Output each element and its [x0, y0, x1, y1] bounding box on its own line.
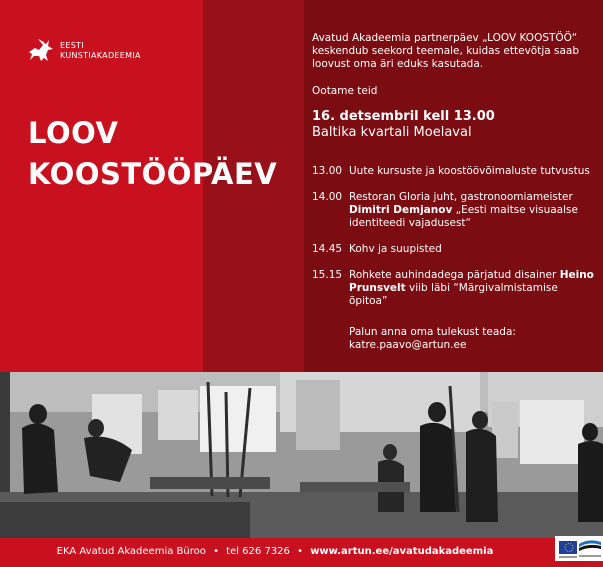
title-line-2: KOOSTÖÖPÄEV [28, 157, 278, 191]
title-line-1: LOOV [28, 116, 119, 150]
rsvp-email[interactable]: katre.paavo@artun.ee [349, 339, 467, 351]
academy-name [60, 41, 141, 61]
event-place: Baltika kvartali Moelaval [312, 125, 472, 140]
schedule-item [312, 243, 597, 256]
footer-separator: • [213, 546, 219, 557]
estonian-flag-icon [577, 536, 603, 561]
logo-line-2: KUNSTIAKADEEMIA [60, 51, 141, 60]
event-title [28, 113, 277, 195]
workshop-photo-image [0, 372, 603, 538]
schedule-description: Restoran Gloria juht, gastronoomiameister Dimitri Demjanov „Eesti maitse visuaalse identiteedi vajadusest“ [349, 191, 578, 229]
speaker-name: Dimitri Demjanov [349, 204, 453, 216]
rsvp-text: Palun anna oma tulekust teada: [349, 326, 516, 338]
schedule-description: Kohv ja suupisted [349, 243, 442, 255]
schedule-time: 14.00 [312, 191, 343, 203]
schedule-description: Rohkete auhindadega pärjatud disainer Heino Prunsvelt viib läbi “Märgivalmistamise õpitoa” [349, 269, 594, 307]
workshop-photo [0, 372, 603, 538]
invite-text: Ootame teid [312, 85, 378, 97]
schedule-time: 13.00 [312, 165, 343, 177]
event-details [312, 32, 597, 352]
footer-url[interactable]: www.artun.ee/avatudakadeemia [310, 546, 494, 557]
academy-logo [26, 38, 141, 64]
event-date: 16. detsembril kell 13.00 [312, 109, 495, 124]
footer-separator: • [297, 546, 303, 557]
schedule-description: Uute kursuste ja koostöövõimaluste tutvustus [349, 165, 590, 177]
footer-phone: tel 626 7326 [226, 546, 290, 557]
speaker-name: Heino Prunsvelt [349, 269, 594, 294]
schedule-time: 15.15 [312, 269, 343, 281]
schedule-item [312, 269, 597, 308]
footer-org: EKA Avatud Akadeemia Büroo [56, 546, 206, 557]
schedule-item [312, 191, 597, 230]
intro-text: Avatud Akadeemia partnerpäev „LOOV KOOSTÖÖ“ keskendub seekord teemale, kuidas ettevõtja saab loovust oma äri eduks kasutada. [312, 32, 580, 70]
event-when-where [312, 109, 597, 141]
footer-contact [0, 538, 550, 567]
winged-horse-icon [26, 38, 56, 64]
rsvp [312, 326, 597, 352]
logo-line-1: EESTI [60, 41, 84, 50]
schedule [312, 165, 597, 308]
schedule-time: 14.45 [312, 243, 343, 255]
schedule-item [312, 165, 597, 178]
footer-bar [0, 538, 603, 567]
